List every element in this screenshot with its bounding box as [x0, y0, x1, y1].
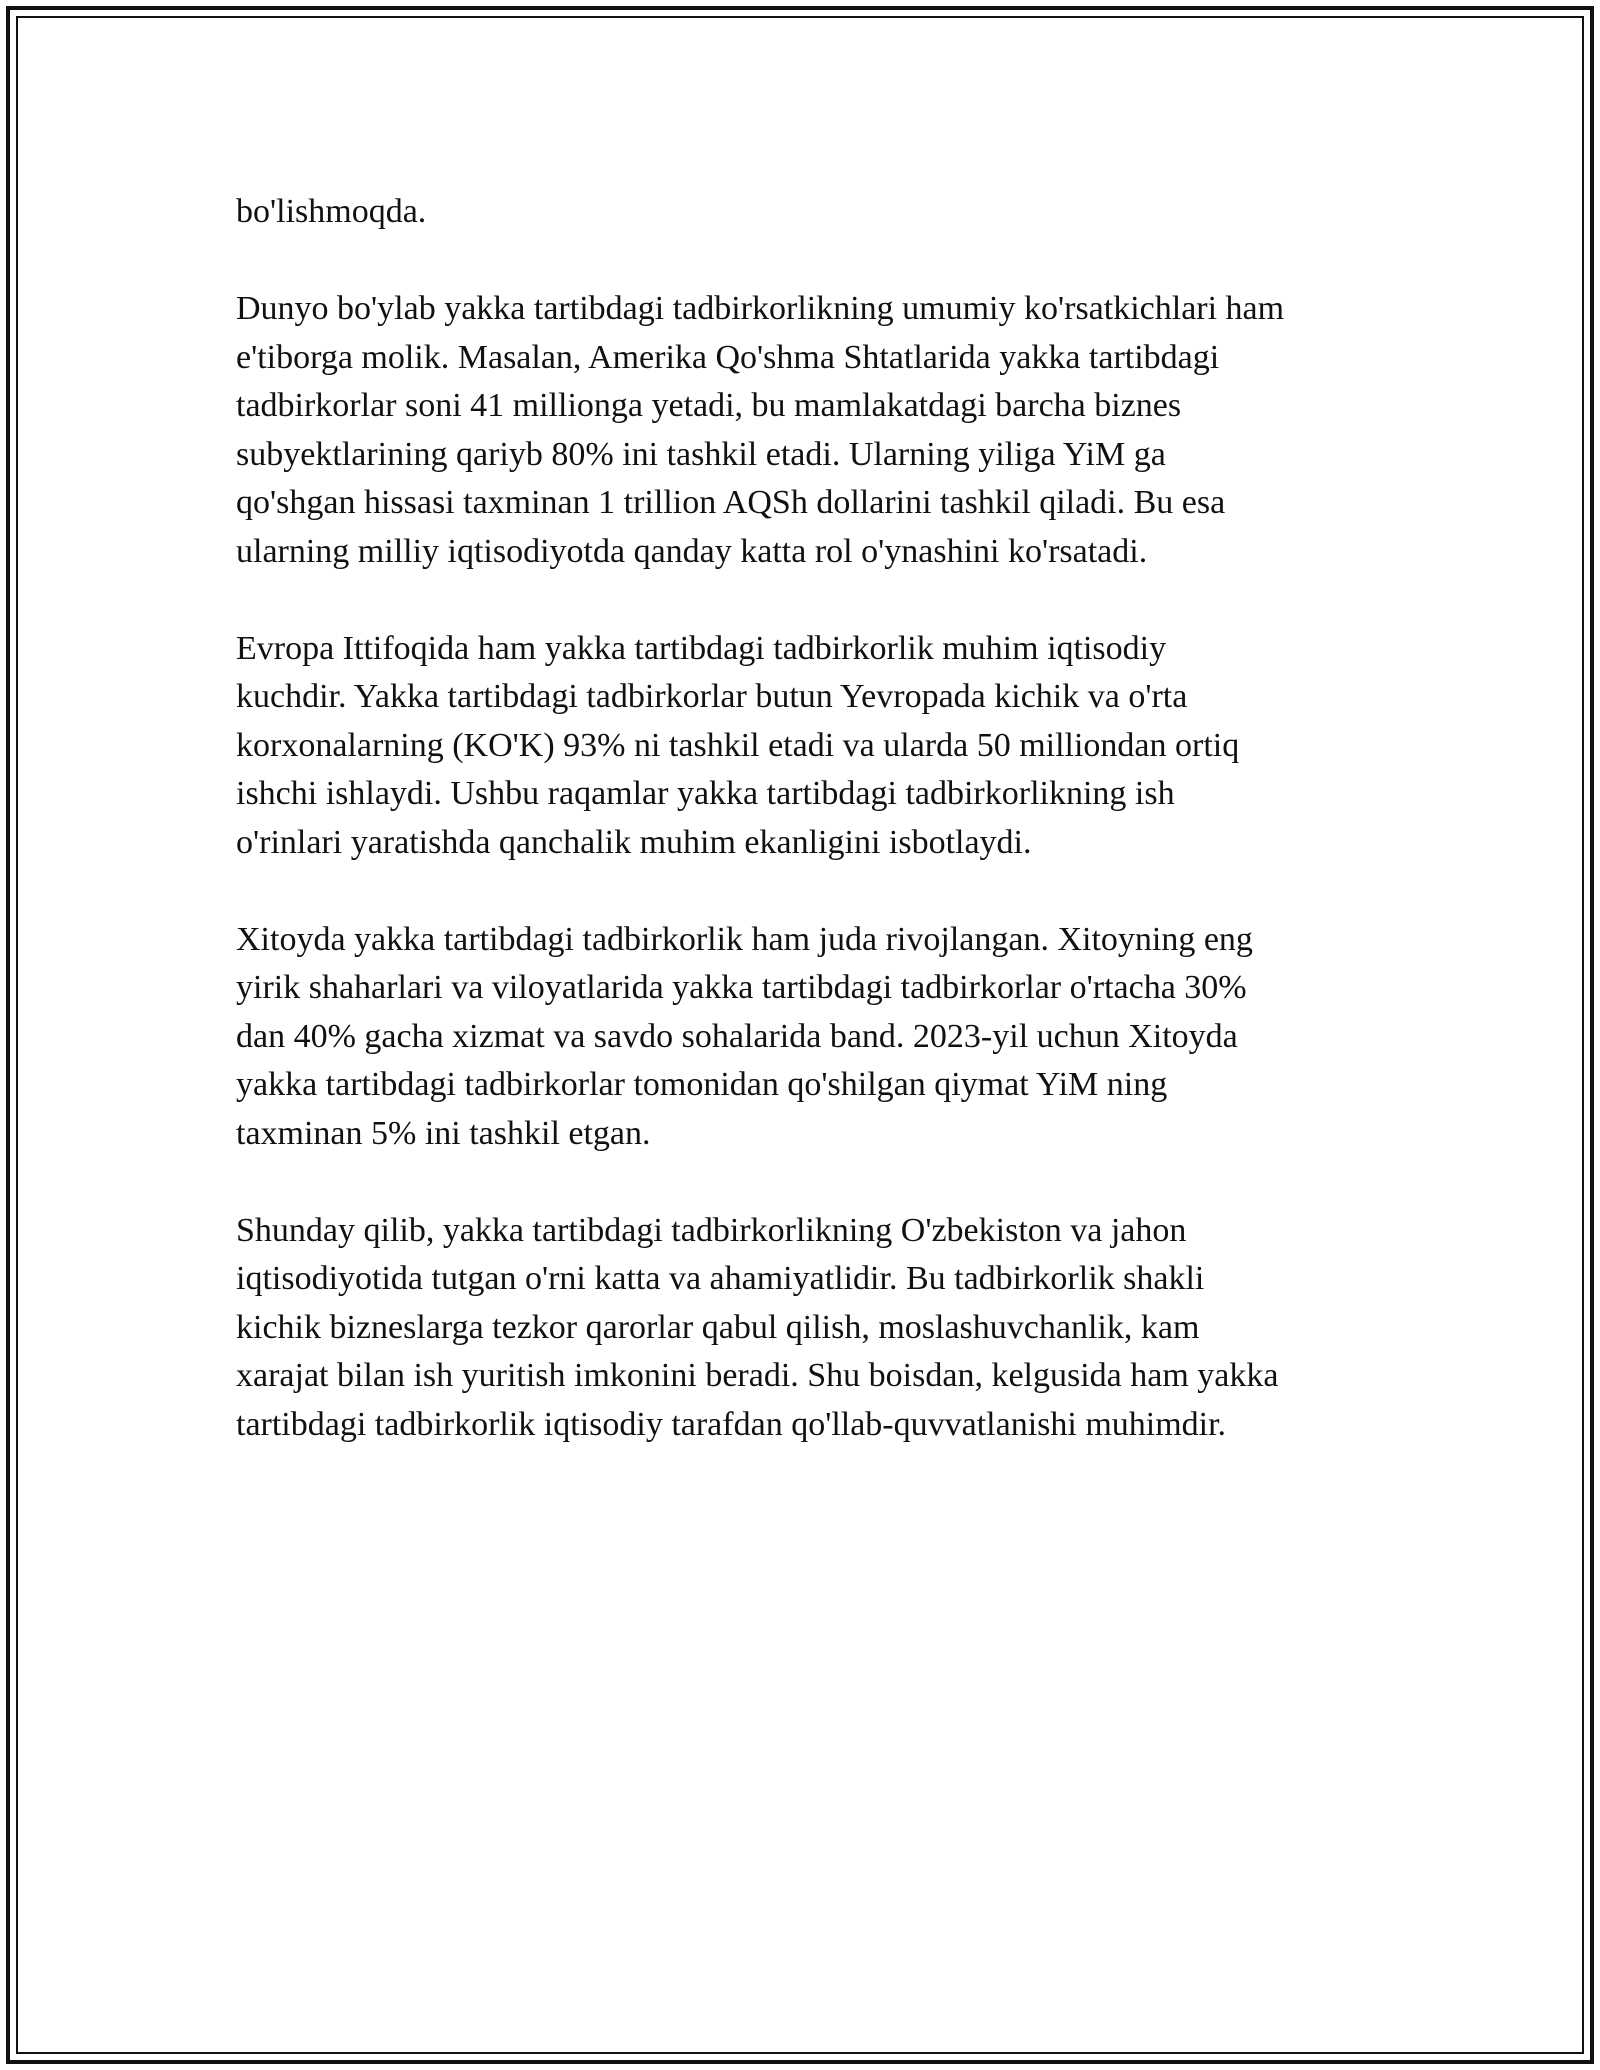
paragraph-conclusion: Shunday qilib, yakka tartibdagi tadbirkorlikning O'zbekiston va jahon iqtisodiyotida tutgan o'rni katta va ahamiyatlidir. Bu tadbirkorlik shakli kichik bizneslarga tezkor qarorlar qabul qilish, moslashuvchanlik, kam xarajat bilan ish yuritish imkonini beradi. Shu boisdan, kelgusida ham yakka tartibdagi tadbirkorlik iqtisodiy tarafdan qo'llab-quvvatlanishi muhimdir. — [236, 1211, 1279, 1443]
paragraph-continuation: bo'lishmoqda. — [236, 193, 427, 230]
paragraph-china: Xitoyda yakka tartibdagi tadbirkorlik ham juda rivojlangan. Xitoyning eng yirik shaharlari va viloyatlarida yakka tartibdagi tadbirkorlar o'rtacha 30% dan 40% gacha xizmat va savdo sohalarida band. 2023-yil uchun Xitoyda yakka tartibdagi tadbirkorlar tomonidan qo'shilgan qiymat YiM ning taxminan 5% ini tashkil etgan. — [236, 920, 1253, 1152]
paragraph-european-union: Evropa Ittifoqida ham yakka tartibdagi tadbirkorlik muhim iqtisodiy kuchdir. Yakka tartibdagi tadbirkorlar butun Yevropada kichik va o'rta korxonalarning (KO'K) 93% ni tashkil etadi va ularda 50 milliondan ortiq ishchi ishlaydi. Ushbu raqamlar yakka tartibdagi tadbirkorlikning ish o'rinlari yaratishda qanchalik muhim ekanligini isbotlaydi. — [236, 629, 1240, 861]
paragraph-world-statistics: Dunyo bo'ylab yakka tartibdagi tadbirkorlikning umumiy ko'rsatkichlari ham e'tiborga molik. Masalan, Amerika Qo'shma Shtatlarida yakka tartibdagi tadbirkorlar soni 41 millionga yetadi, bu mamlakatdagi barcha biznes subyektlarining qariyb 80% ini tashkil etadi. Ularning yiliga YiM ga qo'shgan hissasi taxminan 1 trillion AQSh dollarini tashkil qiladi. Bu esa ularning milliy iqtisodiyotda qanday katta rol o'ynashini ko'rsatadi. — [236, 290, 1285, 570]
document-body — [236, 188, 1386, 1498]
